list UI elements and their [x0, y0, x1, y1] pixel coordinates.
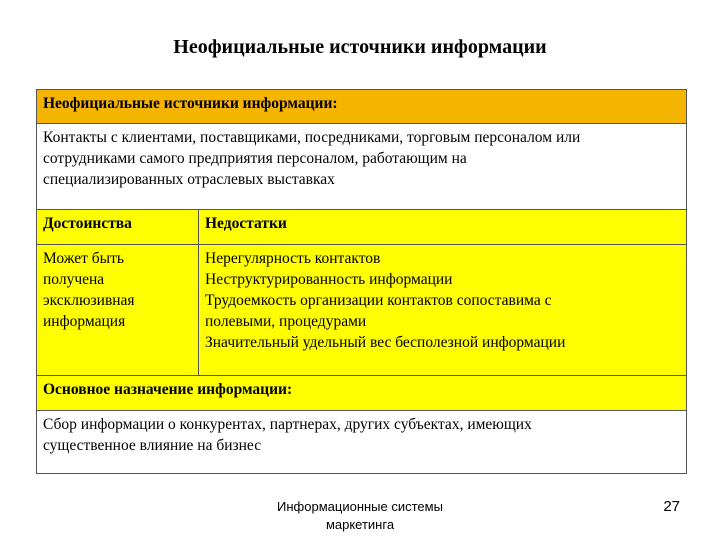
purpose-line: Сбор информации о конкурентах, партнерах, других субъектах, имеющих	[43, 416, 532, 433]
description-row	[37, 124, 687, 210]
advantages-cell	[37, 245, 199, 376]
purpose-header-row	[37, 376, 687, 411]
disadvantages-header: Недостатки	[199, 210, 687, 245]
table-header-cell: Неофициальные источники информации:	[37, 90, 687, 124]
description-line: сотрудниками самого предприятия персоналом, работающим на	[43, 150, 467, 167]
disadvantage-line: Нерегулярность контактов	[205, 250, 381, 267]
disadvantage-line: Трудоемкость организации контактов сопоставима с	[205, 292, 552, 309]
purpose-cell	[37, 411, 687, 474]
disadvantage-line: Неструктурированность информации	[205, 271, 453, 288]
table-header-row	[37, 90, 687, 124]
pros-cons-row	[37, 245, 687, 376]
advantage-line: Может быть	[43, 250, 124, 267]
advantages-header: Достоинства	[37, 210, 199, 245]
footer-line: Информационные системы	[277, 499, 443, 514]
advantage-line: информация	[43, 313, 126, 330]
advantage-line: получена	[43, 271, 105, 288]
disadvantages-cell	[199, 245, 687, 376]
disadvantage-line: Значительный удельный вес бесполезной информации	[205, 334, 566, 351]
page-number: 27	[663, 498, 680, 515]
description-line: специализированных отраслевых выставках	[43, 171, 335, 188]
description-line: Контакты с клиентами, поставщиками, посредниками, торговым персоналом или	[43, 129, 581, 146]
slide-title: Неофициальные источники информации	[173, 36, 547, 58]
advantage-line: эксклюзивная	[43, 292, 135, 309]
footer-course-title	[260, 498, 460, 534]
disadvantage-line: полевыми, процедурами	[205, 313, 367, 330]
purpose-row	[37, 411, 687, 474]
footer-line: маркетинга	[325, 517, 395, 532]
purpose-header: Основное назначение информации:	[37, 376, 687, 411]
pros-cons-header-row	[37, 210, 687, 245]
purpose-line: существенное влияние на бизнес	[43, 437, 262, 454]
description-cell	[37, 124, 687, 210]
info-table	[36, 89, 687, 474]
